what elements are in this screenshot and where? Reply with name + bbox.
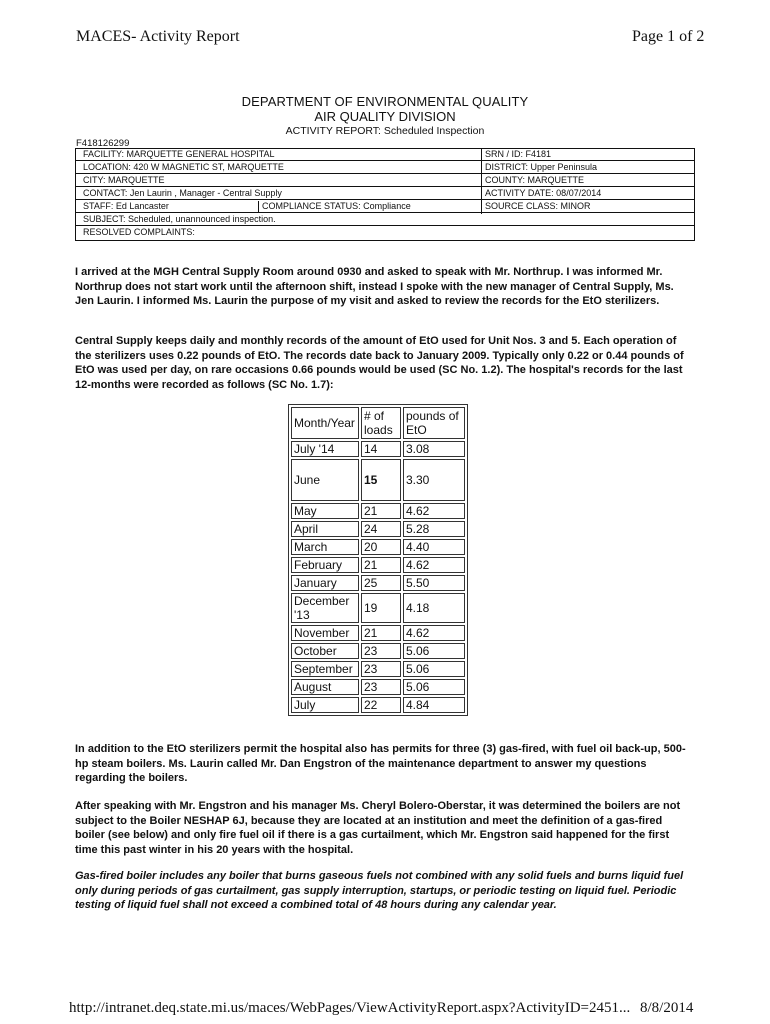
pounds-cell: 4.62 xyxy=(403,625,465,641)
page-number: Page 1 of 2 xyxy=(632,28,705,45)
loads-cell: 25 xyxy=(361,575,401,591)
staff-divider xyxy=(258,201,259,213)
pounds-cell: 4.18 xyxy=(403,593,465,623)
table-row xyxy=(291,503,465,519)
loads-cell: 23 xyxy=(361,661,401,677)
pounds-cell: 4.62 xyxy=(403,557,465,573)
pounds-cell: 4.40 xyxy=(403,539,465,555)
table-header-row xyxy=(291,407,465,439)
column-header-loads: # of loads xyxy=(361,407,401,439)
department-name: DEPARTMENT OF ENVIRONMENTAL QUALITY xyxy=(241,94,529,109)
month-cell: August xyxy=(291,679,359,695)
footer-date: 8/8/2014 xyxy=(640,1000,694,1016)
month-cell: March xyxy=(291,539,359,555)
pounds-cell: 5.06 xyxy=(403,679,465,695)
month-cell: December '13 xyxy=(291,593,359,623)
facility-info-box xyxy=(75,148,695,241)
activity-date-field: ACTIVITY DATE: 08/07/2014 xyxy=(485,188,602,198)
table-row xyxy=(291,679,465,695)
report-type-value: Scheduled Inspection xyxy=(383,125,485,137)
month-cell: January xyxy=(291,575,359,591)
table-row xyxy=(291,625,465,641)
loads-cell: 24 xyxy=(361,521,401,537)
source-class-field: SOURCE CLASS: MINOR xyxy=(485,201,591,211)
info-row xyxy=(76,214,694,226)
month-cell: February xyxy=(291,557,359,573)
info-row xyxy=(76,149,694,161)
paragraph-definition: Gas-fired boiler includes any boiler that burns gaseous fuels not combined with any solid fuels and burns liquid fuel only during periods of gas curtailment, gas supply interruption, startups, or periodic testing on liquid fuel. Periodic testing of liquid fuel shall not exceed a combined total of 48 hours during any calendar year. xyxy=(75,870,684,911)
pounds-cell: 5.06 xyxy=(403,643,465,659)
loads-cell: 23 xyxy=(361,643,401,659)
info-row xyxy=(76,201,694,213)
pounds-cell: 5.50 xyxy=(403,575,465,591)
loads-cell: 21 xyxy=(361,503,401,519)
pounds-cell: 5.28 xyxy=(403,521,465,537)
loads-cell: 21 xyxy=(361,625,401,641)
division-name: AIR QUALITY DIVISION xyxy=(314,109,456,124)
county-field: COUNTY: MARQUETTE xyxy=(485,175,585,185)
resolved-complaints-field: RESOLVED COMPLAINTS: xyxy=(83,227,195,237)
paragraph-neshap: After speaking with Mr. Engstron and his manager Ms. Cheryl Bolero-Oberstar, it was determined the boilers are not subject to the Boiler NESHAP 6J, because they are located at an institution and meet the definition of a gas-fired boiler (see below) and only fire fuel oil if there is a gas curtailment, which Mr. Engstron said happened for the first time this past winter in his 20 years with the hospital. xyxy=(75,800,681,856)
loads-cell: 19 xyxy=(361,593,401,623)
loads-cell: 23 xyxy=(361,679,401,695)
pounds-cell: 4.84 xyxy=(403,697,465,713)
loads-cell: 15 xyxy=(361,459,401,501)
table-row xyxy=(291,661,465,677)
pounds-cell: 4.62 xyxy=(403,503,465,519)
info-row xyxy=(76,175,694,187)
info-row xyxy=(76,227,694,238)
table-row xyxy=(291,539,465,555)
pounds-cell: 5.06 xyxy=(403,661,465,677)
month-cell: September xyxy=(291,661,359,677)
header-title: MACES- Activity Report xyxy=(76,28,240,45)
report-type xyxy=(0,125,770,137)
srn-field: SRN / ID: F4181 xyxy=(485,149,552,159)
month-cell: May xyxy=(291,503,359,519)
eto-usage-table xyxy=(288,404,468,716)
loads-cell: 21 xyxy=(361,557,401,573)
month-cell: April xyxy=(291,521,359,537)
facility-field: FACILITY: MARQUETTE GENERAL HOSPITAL xyxy=(83,149,275,159)
pounds-cell: 3.30 xyxy=(403,459,465,501)
district-field: DISTRICT: Upper Peninsula xyxy=(485,162,598,172)
month-cell: November xyxy=(291,625,359,641)
month-cell: July '14 xyxy=(291,441,359,457)
report-label: ACTIVITY REPORT: xyxy=(285,125,381,137)
loads-cell: 22 xyxy=(361,697,401,713)
table-row xyxy=(291,557,465,573)
table-row xyxy=(291,459,465,501)
table-row xyxy=(291,521,465,537)
table-row xyxy=(291,575,465,591)
compliance-field: COMPLIANCE STATUS: Compliance xyxy=(262,201,411,211)
loads-cell: 20 xyxy=(361,539,401,555)
info-row xyxy=(76,188,694,200)
subject-field: SUBJECT: Scheduled, unannounced inspection. xyxy=(83,214,276,224)
pounds-cell: 3.08 xyxy=(403,441,465,457)
table-row xyxy=(291,441,465,457)
loads-cell: 14 xyxy=(361,441,401,457)
table-row xyxy=(291,643,465,659)
paragraph-boilers: In addition to the EtO sterilizers permit the hospital also has permits for three (3) gas-fired, with fuel oil back-up, 500-hp steam boilers. Ms. Laurin called Mr. Dan Engstron of the maintenance department to answer my questions regarding the boilers. xyxy=(75,743,686,784)
info-row xyxy=(76,162,694,174)
paragraph-records: Central Supply keeps daily and monthly records of the amount of EtO used for Unit Nos. 3 and 5. Each operation of the sterilizers uses 0.22 pounds of EtO. The records date back to January 2009. Typically only 0.22 or 0.44 pounds of EtO was used per day, on rare occasions 0.66 pounds would be used (SC No. 1.2). The hospital's records for the last 12-months were recorded as follows (SC No. 1.7): xyxy=(75,335,684,391)
location-field: LOCATION: 420 W MAGNETIC ST, MARQUETTE xyxy=(83,162,284,172)
footer-url: http://intranet.deq.state.mi.us/maces/WebPages/ViewActivityReport.aspx?ActivityID=2451... xyxy=(69,1000,631,1016)
table-row xyxy=(291,593,465,623)
reference-number: F418126299 xyxy=(76,138,130,149)
contact-field: CONTACT: Jen Laurin , Manager - Central Supply xyxy=(83,188,282,198)
table-row xyxy=(291,697,465,713)
column-header-pounds: pounds of EtO xyxy=(403,407,465,439)
month-cell: June xyxy=(291,459,359,501)
column-header-month: Month/Year xyxy=(291,407,359,439)
paragraph-arrival: I arrived at the MGH Central Supply Room around 0930 and asked to speak with Mr. Northrup. I was informed Mr. Northrup does not start work until the afternoon shift, instead I spoke with the new manager of Central Supply, Ms. Jen Laurin. I informed Ms. Laurin the purpose of my visit and asked to review the records for the EtO sterilizers. xyxy=(75,266,674,307)
city-field: CITY: MARQUETTE xyxy=(83,175,165,185)
month-cell: October xyxy=(291,643,359,659)
month-cell: July xyxy=(291,697,359,713)
staff-field: STAFF: Ed Lancaster xyxy=(83,201,169,211)
